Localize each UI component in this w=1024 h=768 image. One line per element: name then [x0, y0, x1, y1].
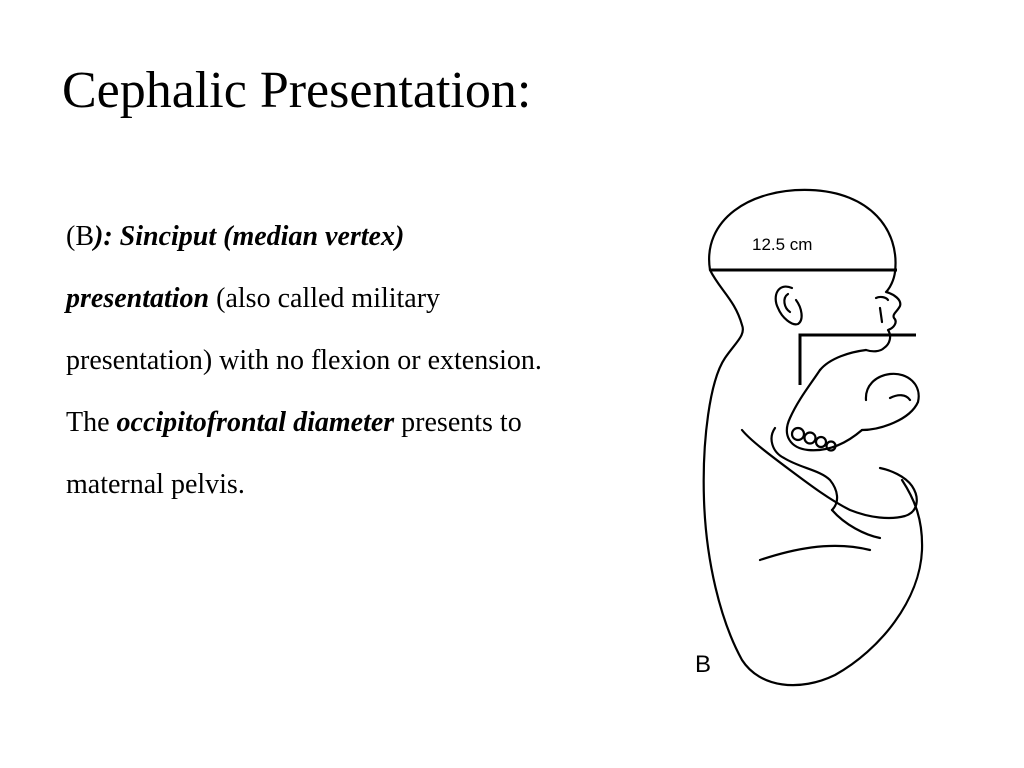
fetus-eye — [876, 297, 888, 300]
slide-title: Cephalic Presentation: — [62, 62, 532, 119]
fetus-leg — [742, 430, 917, 518]
body-prefix: (B — [66, 221, 94, 252]
body-term-sinciput: ): Sinciput (median vertex) presentation — [66, 221, 405, 314]
fetus-ear — [776, 287, 802, 325]
vertical-measure-bracket — [800, 335, 916, 385]
fetus-head-outline — [709, 190, 895, 272]
fetus-illustration — [680, 180, 930, 695]
body-suffix: presents to maternal pelvis. — [66, 407, 522, 500]
slide-body-text — [66, 206, 546, 516]
fetus-fist — [862, 374, 919, 430]
fetus-chin — [820, 350, 866, 370]
body-description: (also called military presentation) with no flexion or extension. The — [66, 283, 542, 438]
body-term-occipitofrontal: occipitofrontal diameter — [116, 407, 395, 438]
fetus-face-outline — [866, 272, 900, 351]
fetus-figure — [680, 180, 930, 695]
panel-letter: B — [695, 651, 712, 678]
measurement-label: 12.5 cm — [752, 235, 813, 254]
